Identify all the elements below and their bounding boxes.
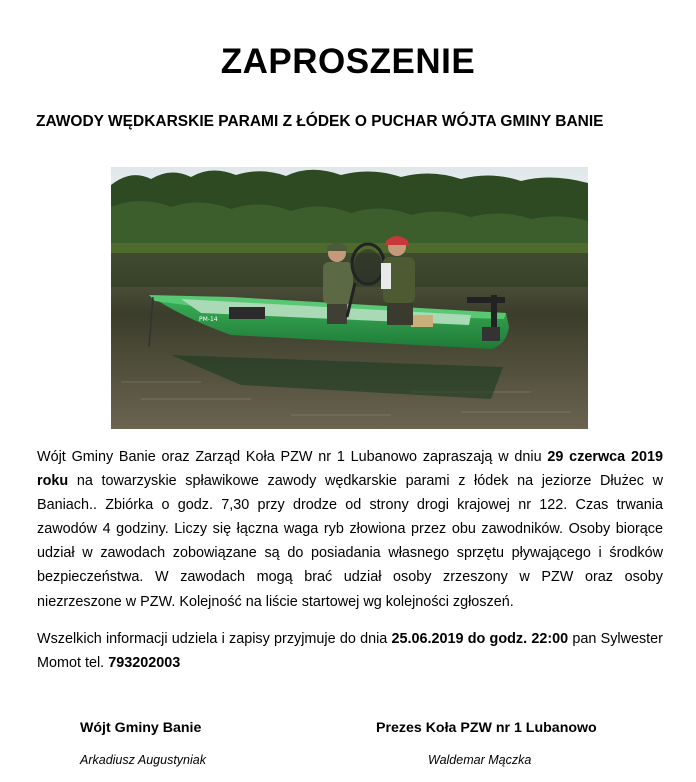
signature-right-name: Waldemar Mączka [428, 753, 532, 767]
paragraph-details [37, 445, 663, 614]
invitation-body [37, 445, 663, 675]
boat-number: PM-14 [199, 316, 218, 323]
contact-phone: 793202003 [108, 654, 181, 671]
fishing-boat-photo [111, 167, 588, 429]
signature-left-name: Arkadiusz Augustyniak [80, 753, 206, 767]
signature-right [376, 720, 597, 767]
signature-left-role: Wójt Gminy Banie [80, 720, 202, 736]
p1-text-b: na towarzyskie spławikowe zawody wędkarskie parami z łódek na jeziorze Dłużec w Baniach.. Zbiórka o godz. 7,30 przy drodze od strony drogi krajowej nr 122. Czas trwania zawodów 4 godziny. Liczy się łączna waga ryb złowiona przez obu zawodników. Osoby biorące udział w zawodach zobowiązane są do posiadania własnego sprzętu pływającego i środków bezpieczeństwa. W zawodach mogą brać udział osoby zrzeszony w PZW oraz osoby niezrzeszone w PZW. Kolejność na liście startowej wg kolejności zgłoszeń. [37, 473, 663, 610]
registration-deadline: 25.06.2019 do godz. 22:00 [391, 630, 569, 647]
p2-text-a: Wszelkich informacji udziela i zapisy przyjmuje do dnia [37, 630, 392, 647]
photo-illustration [111, 167, 588, 429]
page-title: ZAPROSZENIE [220, 42, 476, 81]
signature-right-role: Prezes Koła PZW nr 1 Lubanowo [376, 720, 597, 736]
p2-text-b: pan Sylwester Momot tel. [37, 630, 663, 671]
p1-text-a: Wójt Gminy Banie oraz Zarząd Koła PZW nr 1 Lubanowo zapraszają w dniu [37, 449, 548, 465]
paragraph-registration [37, 627, 663, 675]
page-subtitle: ZAWODY WĘDKARSKIE PARAMI Z ŁÓDEK O PUCHAR WÓJTA GMINY BANIE [36, 113, 604, 130]
signature-left [80, 720, 206, 767]
event-date: 29 czerwca 2019 roku [37, 449, 663, 490]
